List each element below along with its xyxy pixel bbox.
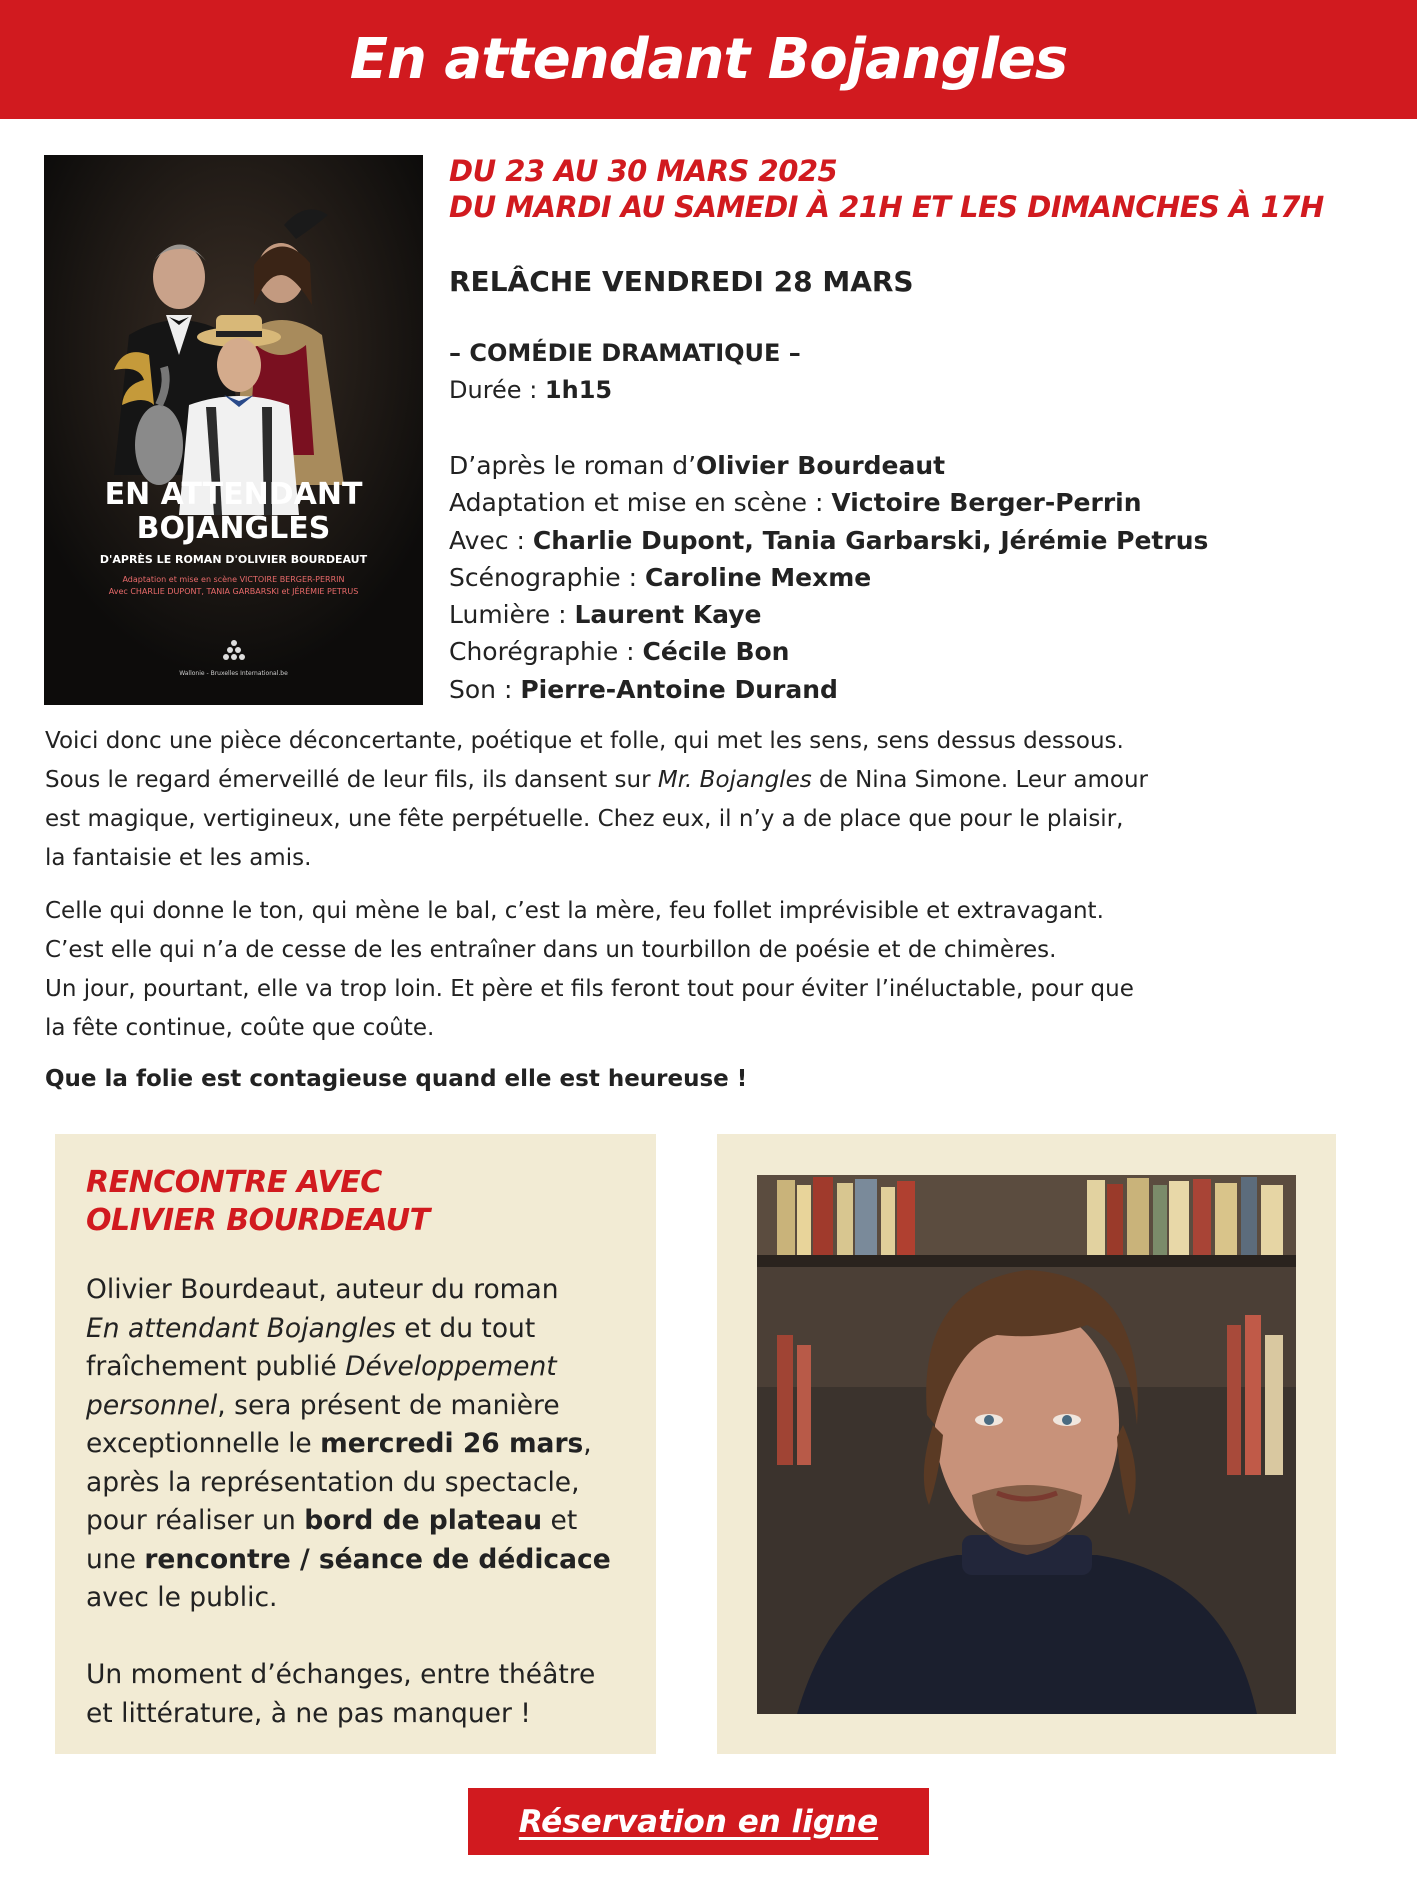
text-line: Voici donc une pièce déconcertante, poétique et folle, qui met les sens, sens dessus dessous.: [45, 728, 1124, 754]
text-line: [86, 1387, 611, 1426]
credit-item: [449, 447, 1208, 484]
show-dates: [449, 153, 1389, 225]
text-line: Un moment d’échanges, entre théâtre: [86, 1659, 596, 1690]
credit-label: D’après le roman d’: [449, 451, 697, 480]
description-paragraph-1: [45, 722, 1395, 878]
text-line: [45, 761, 1395, 800]
credit-value: Olivier Bourdeaut: [696, 451, 946, 480]
relache-notice: RELÂCHE VENDREDI 28 MARS: [449, 265, 914, 298]
credit-value: Laurent Kaye: [574, 600, 762, 630]
text-span: fraîchement publié: [86, 1351, 346, 1382]
title-line: RENCONTRE AVEC: [86, 1165, 382, 1200]
header-banner: [0, 0, 1417, 119]
text-line: [86, 1541, 611, 1580]
text-span: pour réaliser un: [86, 1505, 305, 1536]
poster-title-line2: BOJANGLES: [136, 511, 331, 546]
genre: – COMÉDIE DRAMATIQUE –: [449, 339, 801, 367]
poster-logo-label: Wallonie - Bruxelles International.be: [179, 670, 288, 677]
credit-item: [449, 522, 1208, 559]
text-line: C’est elle qui n’a de cesse de les entraîner dans un tourbillon de poésie et de chimères.: [45, 937, 1057, 963]
credit-label: Lumière :: [449, 600, 575, 630]
book-title: Développement: [345, 1351, 557, 1382]
song-title: Mr. Bojangles: [657, 767, 812, 793]
credit-value: Victoire Berger-Perrin: [831, 488, 1142, 518]
text-line: [86, 1348, 611, 1387]
credit-item: [449, 596, 1208, 633]
text-line: est magique, vertigineux, une fête perpétuelle. Chez eux, il n’y a de place que pour le plaisir,: [45, 806, 1124, 832]
duration-value: 1h15: [544, 376, 613, 404]
dates-line: DU 23 AU 30 MARS 2025: [449, 154, 838, 188]
poster-credit-line2: Avec CHARLIE DUPONT, TANIA GARBARSKI et JÉRÉMIE PETRUS: [108, 587, 359, 596]
credit-item: [449, 484, 1208, 521]
credit-value: Cécile Bon: [642, 637, 790, 667]
duration: [449, 376, 612, 404]
text-line: [86, 1502, 611, 1541]
author-photo-box: [717, 1134, 1336, 1754]
highlight: bord de plateau: [304, 1505, 543, 1536]
credit-label: Adaptation et mise en scène :: [449, 488, 832, 518]
schedule-line: DU MARDI AU SAMEDI À 21H ET LES DIMANCHES À 17H: [449, 190, 1324, 224]
poster-credit-line1: Adaptation et mise en scène VICTOIRE BERGER-PERRIN: [122, 575, 345, 584]
text-line: [86, 1310, 611, 1349]
title-line: OLIVIER BOURDEAUT: [86, 1203, 430, 1238]
credit-label: Son :: [449, 674, 521, 704]
credit-item: [449, 633, 1208, 670]
spacer: [86, 1618, 611, 1657]
highlight: rencontre / séance de dédicace: [144, 1543, 611, 1575]
poster-subtitle: D'APRÈS LE ROMAN D'OLIVIER BOURDEAUT: [99, 553, 368, 566]
author-photo: [757, 1175, 1296, 1714]
text-span: exceptionnelle le: [86, 1428, 321, 1459]
text-line: la fantaisie et les amis.: [45, 845, 312, 871]
show-info: [449, 153, 1389, 704]
poster-illustration: [44, 155, 423, 705]
book-title: En attendant Bojangles: [86, 1312, 396, 1344]
page-title: En attendant Bojangles: [349, 27, 1068, 92]
book-title: personnel: [86, 1389, 218, 1421]
booking-link[interactable]: Réservation en ligne: [518, 1803, 879, 1840]
credit-label: Scénographie :: [449, 562, 645, 592]
author-portrait-illustration: [757, 1175, 1296, 1714]
text-line: et littérature, à ne pas manquer !: [86, 1697, 531, 1729]
text-line: Olivier Bourdeaut, auteur du roman: [86, 1274, 559, 1305]
rencontre-body: [86, 1271, 611, 1733]
text-line: après la représentation du spectacle,: [86, 1466, 580, 1498]
booking-button[interactable]: [468, 1788, 929, 1855]
text-line: Celle qui donne le ton, qui mène le bal, c’est la mère, feu follet imprévisible et extravagant.: [45, 898, 1104, 924]
event-date: mercredi 26 mars: [320, 1428, 584, 1459]
closing-line: Que la folie est contagieuse quand elle est heureuse !: [45, 1066, 748, 1092]
credit-value: Charlie Dupont, Tania Garbarski, Jérémie Petrus: [532, 525, 1209, 555]
text-span: , sera présent de manière: [217, 1389, 560, 1421]
duration-label: Durée :: [449, 376, 545, 404]
credits-list: [449, 447, 1208, 708]
text-line: avec le public.: [86, 1582, 278, 1613]
text-span: de Nina Simone. Leur amour: [811, 767, 1148, 793]
text-line: Un jour, pourtant, elle va trop loin. Et père et fils feront tout pour éviter l’inéluctable, pour que: [45, 976, 1134, 1002]
credit-label: Chorégraphie :: [449, 637, 643, 667]
text-span: ,: [583, 1428, 592, 1459]
rencontre-title: [86, 1164, 430, 1240]
text-span: et du tout: [395, 1312, 536, 1344]
credit-label: Avec :: [449, 525, 533, 555]
description-paragraph-2: [45, 892, 1395, 1048]
poster-title-line1: EN ATTENDANT: [104, 477, 363, 512]
text-span: Sous le regard émerveillé de leur fils, ils dansent sur: [45, 767, 658, 793]
credit-item: [449, 559, 1208, 596]
text-line: [86, 1425, 611, 1464]
credit-value: Caroline Mexme: [644, 562, 872, 592]
rencontre-box: [55, 1134, 656, 1754]
show-poster: [44, 155, 423, 705]
credit-item: [449, 671, 1208, 708]
text-span: une: [86, 1543, 145, 1575]
credit-value: Pierre-Antoine Durand: [520, 674, 838, 704]
text-span: et: [542, 1505, 578, 1536]
text-line: la fête continue, coûte que coûte.: [45, 1015, 435, 1041]
